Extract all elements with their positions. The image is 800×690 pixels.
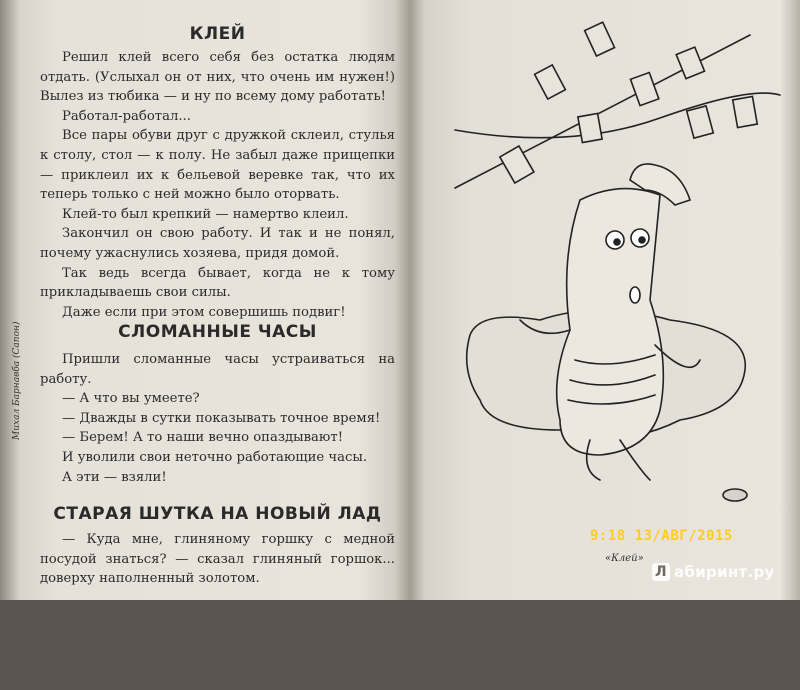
story-body-broken-clock: [40, 350, 395, 487]
paragraph: Работал-работал...: [62, 108, 191, 124]
story-body-old-joke: [40, 530, 395, 589]
paragraph: А эти — взяли!: [62, 469, 167, 485]
clothespin-icon: [500, 22, 757, 183]
story-title-broken-clock: СЛОМАННЫЕ ЧАСЫ: [118, 322, 317, 342]
left-page: [40, 10, 395, 595]
paragraph: — Берем! А то наши вечно опаздывают!: [62, 430, 344, 446]
paragraph: Решил клей всего себя без остатка людям отдать. (Услыхал он от них, что очень им нужен!) Вылез из тюбика — и ну по всему дому работать!: [40, 50, 395, 105]
paragraph: И уволили свои неточно работающие часы.: [62, 449, 368, 465]
glue-tube-illustration: [450, 0, 790, 520]
labirint-watermark: [652, 563, 775, 581]
paragraph: Пришли сломанные часы устраиваться на работу.: [40, 352, 395, 387]
watermark-text: абиринт.ру: [674, 563, 775, 581]
paragraph: Клей-то был крепкий — намертво клеил.: [62, 206, 349, 222]
paragraph: Все пары обуви друг с дружкой склеил, стулья к столу, стол — к полу. Не забыл даже прищепки — приклеил их к бельевой веревке так, что их теперь только с ней можно было оторвать.: [40, 128, 395, 203]
photo-timestamp: 9:18 13/АВГ/2015: [590, 528, 733, 544]
paragraph: Так ведь всегда бывает, когда не к тому прикладываешь свои силы.: [40, 265, 395, 301]
clothesline: [455, 93, 780, 138]
right-page: [430, 0, 800, 600]
paragraph: — А что вы умеете?: [62, 391, 200, 407]
running-head: Михал Барнавба (Сапон): [12, 321, 22, 440]
paragraph: Даже если при этом совершишь подвиг!: [62, 304, 346, 320]
story-title-old-joke: СТАРАЯ ШУТКА НА НОВЫЙ ЛАД: [53, 504, 382, 524]
glue-tube-body: [557, 189, 664, 455]
small-cap-icon: [723, 489, 747, 501]
story-body-glue: [40, 48, 395, 322]
story-title-glue: КЛЕЙ: [189, 24, 246, 44]
labirint-logo-icon: Л: [652, 563, 670, 581]
illustration-caption: «Клей»: [605, 553, 644, 564]
paragraph: — Дважды в сутки показывать точное время!: [62, 410, 381, 426]
paragraph: Закончил он свою работу. И так и не понял, почему ужаснулись хозяева, придя домой.: [40, 226, 395, 261]
paragraph: — Куда мне, глиняному горшку с медной посудой знаться? — сказал глиняный горшок... доверху наполненный золотом.: [40, 532, 395, 587]
